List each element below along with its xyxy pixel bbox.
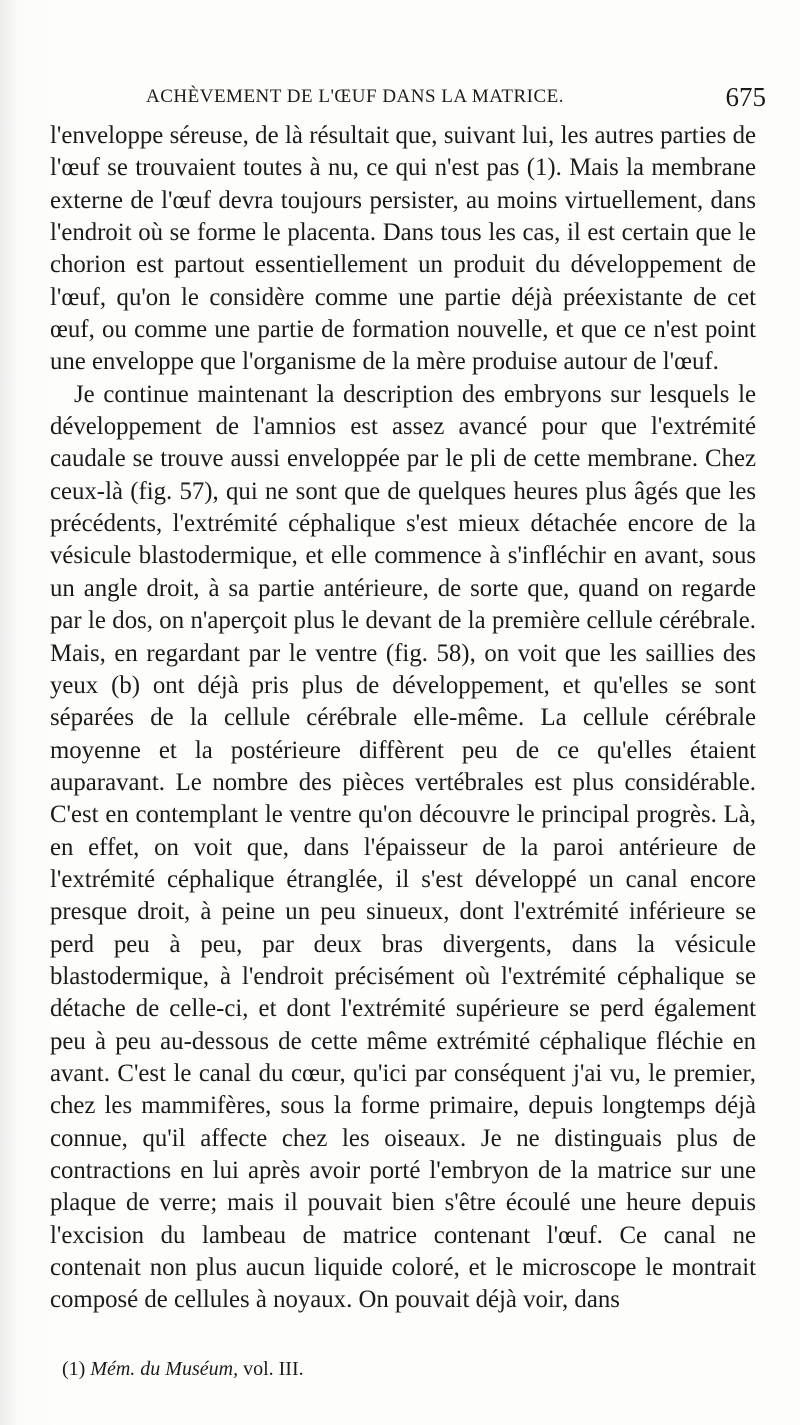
page-header [50,82,766,116]
footnote-volume: vol. III. [243,1358,304,1380]
footnote [62,1358,662,1381]
footnote-marker: (1) [62,1358,86,1380]
body-text [50,120,756,1317]
paragraph-1: l'enveloppe séreuse, de là résultait que, suivant lui, les autres parties de l'œuf se trouvaient toutes à nu, ce qui n'est pas (1). Mais la membrane externe de l'œuf devra toujours persister, au moins virtuellement, dans l'endroit où se forme le placenta. Dans tous les cas, il est certain que le chorion est partout essentiellement un produit du développement de l'œuf, qu'on le considère comme une partie déjà préexistante de cet œuf, ou comme une partie de formation nouvelle, et que ce n'est point une enveloppe que l'organisme de la mère produise autour de l'œuf. [50,122,756,376]
footnote-source: Mém. du Muséum, [90,1358,239,1380]
paragraph-2: Je continue maintenant la description des embryons sur lesquels le développement de l'amnios est assez avancé pour que l'extrémité caudale se trouve aussi enveloppée par le pli de cette membrane. Chez ceux-là (fig. 57), qui ne sont que de quelques heures plus âgés que les précédents, l'extrémité céphalique s'est mieux détachée encore de la vésicule blastodermique, et elle commence à s'infléchir en avant, sous un angle droit, à sa partie antérieure, de sorte que, quand on regarde par le dos, on n'aperçoit plus le devant de la première cellule cérébrale. Mais, en regardant par le ventre (fig. 58), on voit que les saillies des yeux (b) ont déjà pris plus de développement, et qu'elles se sont séparées de la cellule cérébrale elle-même. La cellule cérébrale moyenne et la postérieure diffèrent peu de ce qu'elles étaient auparavant. Le nombre des pièces vertébrales est plus considérable. C'est en contemplant le ventre qu'on découvre le principal progrès. Là, en effet, on voit que, dans l'épaisseur de la paroi antérieure de l'extrémité céphalique étranglée, il s'est développé un canal encore presque droit, à peine un peu sinueux, dont l'extrémité inférieure se perd peu à peu, par deux bras divergents, dans la vésicule blastodermique, à l'endroit précisément où l'extrémité céphalique se détache de celle-ci, et dont l'extrémité supérieure se perd également peu à peu au-dessous de cette même extrémité céphalique fléchie en avant. C'est le canal du cœur, qu'ici par conséquent j'ai vu, le premier, chez les mammifères, sous la forme primaire, depuis longtemps déjà connue, qu'il affecte chez les oiseaux. Je ne distinguais plus de contractions en lui après avoir porté l'embryon de la matrice sur une plaque de verre; mais il pouvait bien s'être écoulé une heure depuis l'excision du lambeau de matrice contenant l'œuf. Ce canal ne contenait non plus aucun liquide coloré, et le microscope le montrait composé de cellules à noyaux. On pouvait déjà voir, dans [50,380,756,1314]
page-number: 675 [725,82,766,112]
running-title: ACHÈVEMENT DE L'ŒUF DANS LA MATRICE. [146,86,564,107]
